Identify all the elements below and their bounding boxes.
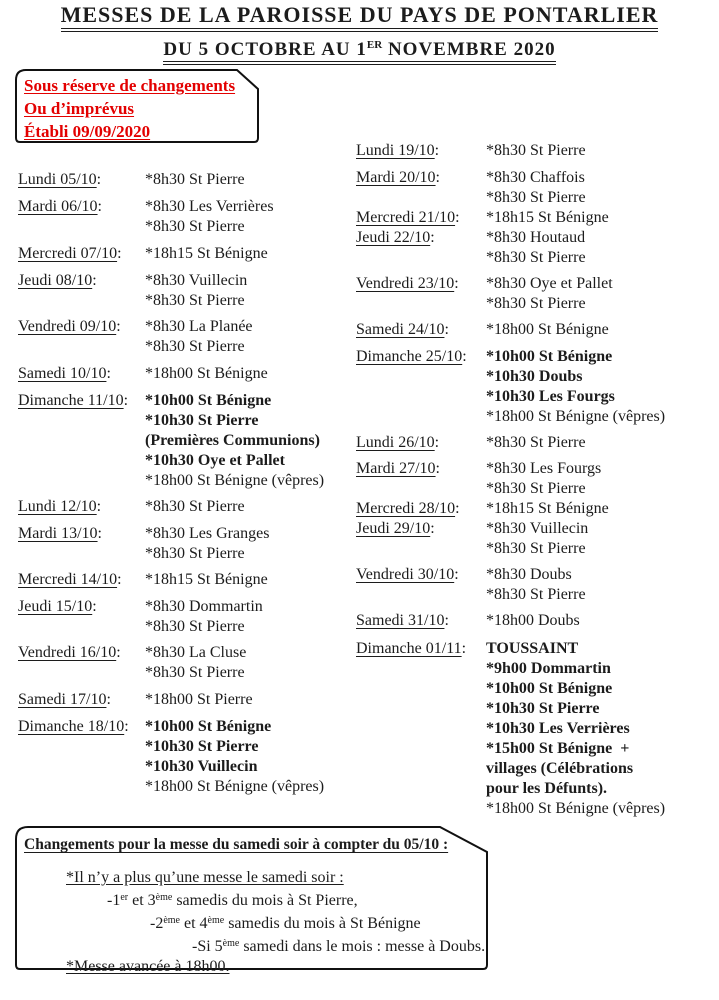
mass-line: *8h30 Vuillecin [145, 272, 248, 289]
superscript-ordinal: ème [163, 915, 180, 926]
day-label-text: Lundi 05/10 [18, 171, 97, 188]
changes-intro: *Il n’y a plus qu’une messe le samedi soir : [66, 869, 344, 886]
day-label: Dimanche 25/10: [356, 348, 467, 365]
mass-line: *18h15 St Bénigne [486, 209, 609, 226]
mass-list [145, 244, 354, 264]
day-label: Jeudi 22/10: [356, 229, 435, 246]
mass-list [145, 524, 354, 564]
mass-line: *8h30 St Pierre [145, 498, 245, 515]
mass-line: TOUSSAINT [486, 640, 579, 657]
mass-list [486, 228, 718, 268]
mass-line: *8h30 Les Verrières [145, 198, 274, 215]
mass-list [145, 391, 354, 491]
day-label: Dimanche 11/10: [18, 392, 129, 409]
mass-line: *10h30 Oye et Pallet [145, 452, 285, 469]
schedule-column-left [18, 170, 354, 797]
day-label: Mercredi 07/10: [18, 245, 122, 262]
mass-line: *8h30 St Pierre [145, 218, 245, 235]
mass-line: *8h30 Vuillecin [486, 520, 589, 537]
day-label-text: Dimanche 11/10 [18, 392, 124, 409]
mass-line: *8h30 St Pierre [486, 480, 586, 497]
page-subtitle [0, 34, 719, 65]
schedule-entry [356, 565, 718, 605]
schedule-entry [18, 597, 354, 637]
mass-line: *10h30 St Pierre [145, 738, 259, 755]
mass-line: *8h30 St Pierre [486, 434, 586, 451]
mass-line: *18h15 St Bénigne [145, 571, 268, 588]
schedule-entry [356, 141, 718, 161]
schedule-entry [18, 364, 354, 384]
mass-list [486, 433, 718, 453]
day-label: Jeudi 29/10: [356, 520, 435, 537]
changes-rule: -1er et 3ème samedis du mois à St Pierre, [107, 892, 358, 909]
page-title: MESSES DE LA PAROISSE DU PAYS DE PONTARLIER [61, 2, 659, 32]
schedule-entry [18, 643, 354, 683]
day-label: Mercredi 28/10: [356, 500, 460, 517]
schedule-entry [18, 570, 354, 590]
schedule-entry [356, 519, 718, 559]
mass-list [486, 499, 718, 519]
mass-line: pour les Défunts). [486, 780, 608, 797]
page-subtitle-text: DU 5 OCTOBRE AU 1ER NOVEMBRE 2020 [163, 34, 555, 65]
day-label: Samedi 17/10: [18, 691, 111, 708]
mass-line: *18h00 St Bénigne (vêpres) [486, 800, 666, 817]
day-label-text: Samedi 10/10 [18, 365, 107, 382]
day-label: Lundi 19/10: [356, 142, 440, 159]
saturday-changes-box [15, 826, 489, 975]
mass-list [486, 208, 718, 228]
schedule-entry [356, 459, 718, 499]
schedule-entry [18, 244, 354, 264]
day-label-text: Mardi 13/10 [18, 525, 98, 542]
mass-list [145, 317, 354, 357]
mass-line: *8h30 St Pierre [145, 618, 245, 635]
day-label: Dimanche 18/10: [18, 718, 129, 735]
schedule-entry [356, 639, 718, 819]
day-label: Lundi 12/10: [18, 498, 102, 515]
day-label: Jeudi 08/10: [18, 272, 97, 289]
schedule-entry [356, 168, 718, 208]
mass-line: *18h00 St Bénigne (vêpres) [145, 472, 325, 489]
mass-line: *8h30 St Pierre [486, 295, 586, 312]
changes-rule: -2ème et 4ème samedis du mois à St Bénigne [150, 915, 421, 932]
notice-box-content [15, 69, 259, 143]
mass-line: *8h30 St Pierre [145, 171, 245, 188]
day-label-text: Vendredi 09/10 [18, 318, 117, 335]
mass-line: *8h30 St Pierre [145, 338, 245, 355]
notice-line: Établi 09/09/2020 [24, 122, 151, 141]
schedule-entry [18, 197, 354, 237]
mass-list [486, 611, 718, 631]
mass-list [145, 197, 354, 237]
mass-list [145, 271, 354, 311]
mass-line: *8h30 La Planée [145, 318, 253, 335]
mass-line: *8h30 La Cluse [145, 644, 247, 661]
superscript-ordinal: ER [366, 39, 383, 51]
day-label-text: Dimanche 18/10 [18, 718, 125, 735]
superscript-ordinal: ème [155, 892, 173, 903]
mass-list [486, 565, 718, 605]
mass-list [145, 690, 354, 710]
mass-line: *18h00 St Bénigne (vêpres) [486, 408, 666, 425]
mass-line: *8h30 Les Granges [145, 525, 270, 542]
mass-list [486, 141, 718, 161]
mass-line: *8h30 Oye et Pallet [486, 275, 613, 292]
mass-line: *10h00 St Bénigne [486, 348, 613, 365]
day-label-text: Mercredi 07/10 [18, 245, 118, 262]
day-label-text: Jeudi 22/10 [356, 229, 431, 246]
mass-list [486, 347, 718, 427]
mass-list [145, 570, 354, 590]
day-label-text: Mardi 06/10 [18, 198, 98, 215]
day-label: Jeudi 15/10: [18, 598, 97, 615]
mass-line: *8h30 St Pierre [486, 142, 586, 159]
mass-line: *8h30 Doubs [486, 566, 572, 583]
day-label: Mardi 27/10: [356, 460, 440, 477]
mass-list [145, 717, 354, 797]
schedule-entry [18, 271, 354, 311]
schedule-entry [18, 317, 354, 357]
mass-line: *8h30 St Pierre [145, 545, 245, 562]
mass-line: *10h30 Doubs [486, 368, 583, 385]
mass-list [145, 597, 354, 637]
mass-line: *8h30 Dommartin [145, 598, 263, 615]
notice-line: Sous réserve de changements [24, 76, 236, 95]
mass-list [145, 497, 354, 517]
mass-line: *8h30 St Pierre [145, 292, 245, 309]
day-label-text: Mercredi 14/10 [18, 571, 118, 588]
changes-rule: -Si 5ème samedi dans le mois : messe à Doubs. [192, 938, 486, 955]
mass-line: *10h00 St Bénigne [145, 718, 272, 735]
saturday-changes-content [15, 835, 489, 977]
day-label: Mardi 20/10: [356, 169, 440, 186]
day-label-text: Jeudi 15/10 [18, 598, 93, 615]
superscript-ordinal: er [120, 892, 129, 903]
day-label-text: Mercredi 21/10 [356, 209, 456, 226]
mass-line: *8h30 Chaffois [486, 169, 585, 186]
day-label-text: Vendredi 30/10 [356, 566, 455, 583]
mass-line: *9h00 Dommartin [486, 660, 611, 677]
day-label-text: Samedi 31/10 [356, 612, 445, 629]
mass-list [145, 643, 354, 683]
schedule-column-right [356, 141, 718, 819]
day-label-text: Jeudi 29/10 [356, 520, 431, 537]
mass-list [486, 320, 718, 340]
schedule-entry [356, 611, 718, 631]
mass-list [486, 519, 718, 559]
day-label-text: Samedi 24/10 [356, 321, 445, 338]
day-label-text: Lundi 26/10 [356, 434, 435, 451]
mass-line: *10h30 Les Verrières [486, 720, 630, 737]
mass-list [486, 168, 718, 208]
day-label-text: Mardi 20/10 [356, 169, 436, 186]
mass-line: *18h15 St Bénigne [486, 500, 609, 517]
day-label-text: Samedi 17/10 [18, 691, 107, 708]
day-label: Dimanche 01/11: [356, 640, 467, 657]
day-label-text: Mardi 27/10 [356, 460, 436, 477]
mass-line: *10h30 St Pierre [486, 700, 600, 717]
changes-note: *Messe avancée à 18h00. [66, 958, 230, 975]
notice-box [15, 69, 259, 143]
schedule-entry [356, 274, 718, 314]
mass-line: *10h30 Les Fourgs [486, 388, 615, 405]
day-label-text: Vendredi 23/10 [356, 275, 455, 292]
day-label: Lundi 26/10: [356, 434, 440, 451]
changes-rules [15, 888, 489, 957]
day-label: Vendredi 30/10: [356, 566, 459, 583]
superscript-ordinal: ème [222, 938, 240, 949]
day-label-text: Dimanche 01/11 [356, 640, 462, 657]
schedule-entry [356, 228, 718, 268]
mass-list [486, 639, 718, 819]
mass-line: *8h30 St Pierre [486, 249, 586, 266]
schedule-entry [356, 433, 718, 453]
mass-line: *10h00 St Bénigne [145, 392, 272, 409]
schedule-entry [18, 524, 354, 564]
mass-line: *18h00 St Bénigne [145, 365, 268, 382]
mass-line: *18h00 St Bénigne (vêpres) [145, 778, 325, 795]
schedule-entry [356, 347, 718, 427]
day-label-text: Vendredi 16/10 [18, 644, 117, 661]
schedule-entry [18, 690, 354, 710]
mass-list [145, 364, 354, 384]
mass-line: *10h30 St Pierre [145, 412, 259, 429]
mass-list [486, 459, 718, 499]
day-label-text: Lundi 12/10 [18, 498, 97, 515]
mass-line: *8h30 St Pierre [486, 586, 586, 603]
day-label: Lundi 05/10: [18, 171, 102, 188]
schedule-entry [18, 497, 354, 517]
day-label: Samedi 24/10: [356, 321, 449, 338]
day-label: Mardi 13/10: [18, 525, 102, 542]
mass-line: *8h30 Houtaud [486, 229, 586, 246]
mass-line: *15h00 St Bénigne + [486, 740, 630, 757]
day-label: Mercredi 14/10: [18, 571, 122, 588]
day-label-text: Lundi 19/10 [356, 142, 435, 159]
day-label: Mardi 06/10: [18, 198, 102, 215]
schedule-entry [356, 208, 718, 228]
schedule-entry [18, 717, 354, 797]
mass-list [145, 170, 354, 190]
schedule-entry [18, 170, 354, 190]
mass-line: *10h00 St Bénigne [486, 680, 613, 697]
mass-line: *8h30 St Pierre [486, 540, 586, 557]
mass-line: *10h30 Vuillecin [145, 758, 258, 775]
changes-heading: Changements pour la messe du samedi soir à compter du 05/10 : [24, 836, 449, 853]
schedule-entry [356, 499, 718, 519]
mass-line: *18h00 St Pierre [145, 691, 253, 708]
mass-list [486, 274, 718, 314]
mass-line: *18h00 Doubs [486, 612, 580, 629]
schedule-entry [18, 391, 354, 491]
mass-line: *18h15 St Bénigne [145, 245, 268, 262]
day-label: Mercredi 21/10: [356, 209, 460, 226]
day-label: Samedi 10/10: [18, 365, 111, 382]
day-label-text: Dimanche 25/10 [356, 348, 463, 365]
mass-line: *18h00 St Bénigne [486, 321, 609, 338]
mass-line: *8h30 Les Fourgs [486, 460, 602, 477]
mass-line: *8h30 St Pierre [486, 189, 586, 206]
day-label-text: Jeudi 08/10 [18, 272, 93, 289]
notice-line: Ou d’imprévus [24, 99, 135, 118]
mass-line: villages (Célébrations [486, 760, 634, 777]
document-header [0, 2, 719, 65]
day-label: Vendredi 09/10: [18, 318, 121, 335]
day-label: Vendredi 16/10: [18, 644, 121, 661]
mass-line: *8h30 St Pierre [145, 664, 245, 681]
day-label-text: Mercredi 28/10 [356, 500, 456, 517]
day-label: Samedi 31/10: [356, 612, 449, 629]
schedule-entry [356, 320, 718, 340]
superscript-ordinal: ème [207, 915, 225, 926]
mass-line: (Premières Communions) [145, 432, 320, 449]
day-label: Vendredi 23/10: [356, 275, 459, 292]
